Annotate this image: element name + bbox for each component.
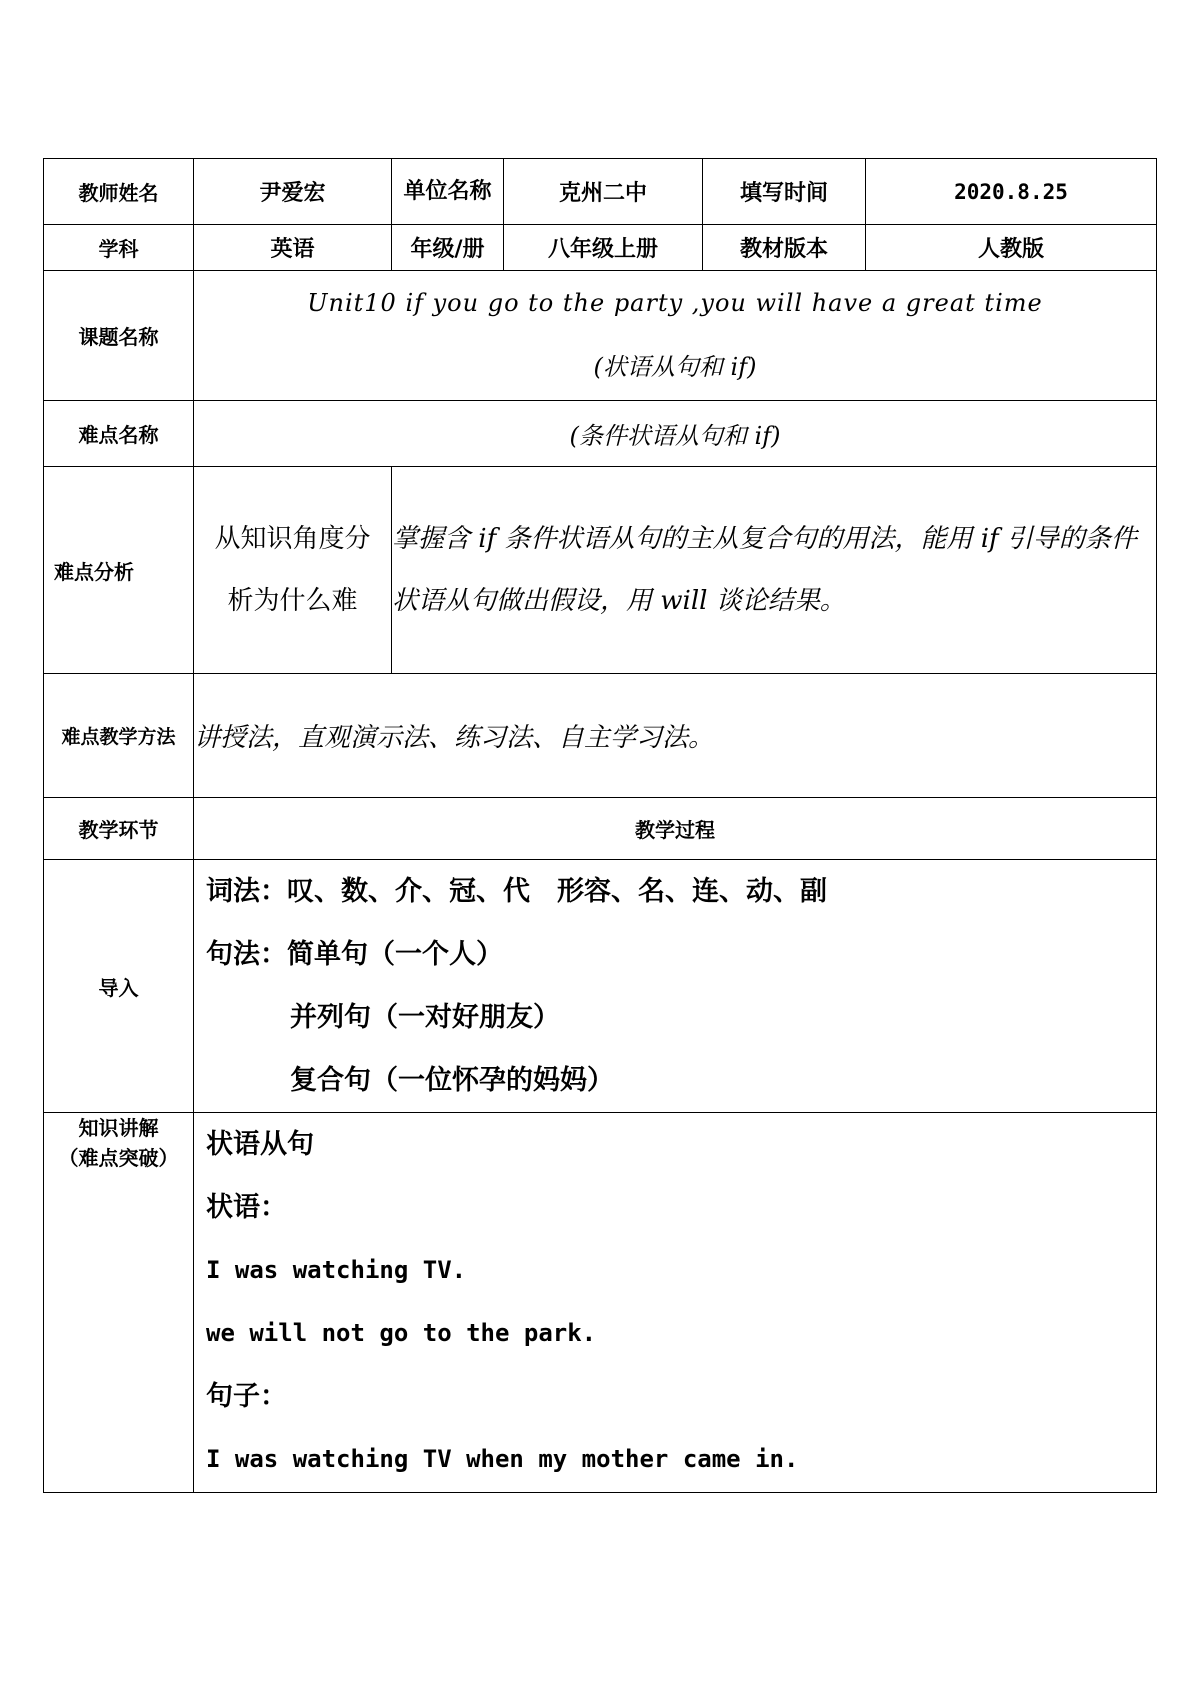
topic-row — [44, 271, 1157, 401]
topic-label: 课题名称 — [44, 271, 194, 401]
analysis-question — [194, 467, 392, 674]
knowledge-example-1: I was watching TV. — [206, 1256, 467, 1284]
intro-line-syntax: 句法：简单句（一个人） — [206, 939, 503, 970]
method-row — [44, 674, 1157, 798]
intro-label: 导入 — [44, 860, 194, 1113]
subject-value: 英语 — [194, 225, 392, 271]
fill-date-value: 2020.8.25 — [866, 159, 1157, 225]
analysis-label: 难点分析 — [44, 467, 194, 674]
analysis-question-text: 从知识角度分析为什么难 — [214, 524, 371, 616]
stage-label: 教学环节 — [44, 798, 194, 860]
method-label: 难点教学方法 — [44, 674, 194, 798]
topic-title-english: Unit10 if you go to the party ,you will have a great time — [307, 289, 1043, 317]
knowledge-row — [44, 1113, 1157, 1493]
intro-content — [194, 860, 1157, 1113]
lesson-plan-table — [43, 158, 1157, 1493]
knowledge-example-3: I was watching TV when my mother came in. — [206, 1445, 799, 1473]
process-header-row — [44, 798, 1157, 860]
teacher-name-value: 尹爱宏 — [194, 159, 392, 225]
intro-line-complex: 复合句（一位怀孕的妈妈） — [290, 1065, 614, 1096]
process-label: 教学过程 — [194, 798, 1157, 860]
topic-title-chinese: (状语从句和 if) — [593, 353, 757, 381]
knowledge-adverbial-label: 状语： — [206, 1192, 287, 1223]
knowledge-label-line2: （难点突破） — [58, 1146, 179, 1170]
fill-date-label: 填写时间 — [703, 159, 866, 225]
difficulty-row — [44, 401, 1157, 467]
analysis-row — [44, 467, 1157, 674]
analysis-answer: 掌握含 if 条件状语从句的主从复合句的用法，能用 if 引导的条件状语从句做出假设，用 will 谈论结果。 — [392, 467, 1157, 674]
unit-name-value: 克州二中 — [504, 159, 703, 225]
intro-line-lexis: 词法：叹、数、介、冠、代 形容、名、连、动、副 — [206, 876, 827, 907]
intro-row — [44, 860, 1157, 1113]
edition-label: 教材版本 — [703, 225, 866, 271]
header-row-2 — [44, 225, 1157, 271]
knowledge-content — [194, 1113, 1157, 1493]
knowledge-label-line1: 知识讲解 — [78, 1116, 159, 1140]
knowledge-example-2: we will not go to the park. — [206, 1319, 597, 1347]
grade-label: 年级/册 — [392, 225, 504, 271]
grade-value: 八年级上册 — [504, 225, 703, 271]
knowledge-sentence-label: 句子： — [206, 1381, 287, 1412]
knowledge-heading: 状语从句 — [206, 1129, 314, 1160]
header-row-1 — [44, 159, 1157, 225]
difficulty-value: (条件状语从句和 if) — [194, 401, 1157, 467]
intro-line-compound: 并列句（一对好朋友） — [290, 1002, 560, 1033]
difficulty-label: 难点名称 — [44, 401, 194, 467]
subject-label: 学科 — [44, 225, 194, 271]
teacher-name-label: 教师姓名 — [44, 159, 194, 225]
unit-name-label: 单位名称 — [392, 159, 504, 225]
knowledge-label — [44, 1113, 194, 1493]
topic-cell — [194, 271, 1157, 401]
method-value: 讲授法，直观演示法、练习法、自主学习法。 — [194, 674, 1157, 798]
edition-value: 人教版 — [866, 225, 1157, 271]
